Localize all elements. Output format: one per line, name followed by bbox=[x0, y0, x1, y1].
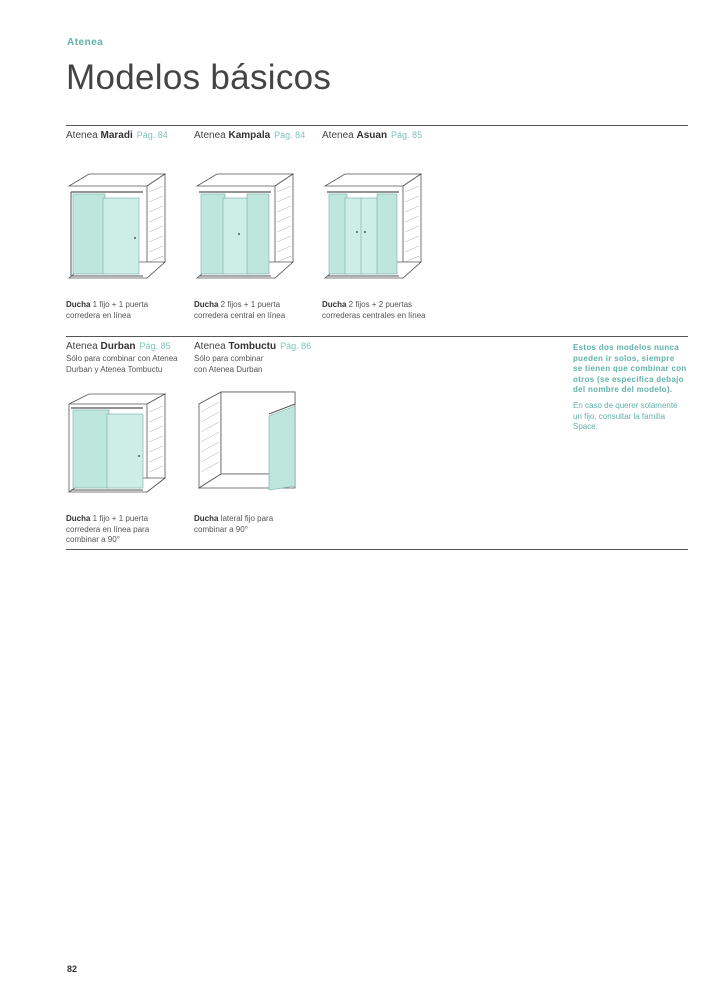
asuan-illustration bbox=[319, 172, 431, 288]
tombuctu-illustration bbox=[191, 390, 303, 502]
maradi-description: Ducha 1 fijo + 1 puerta corredera en línea bbox=[66, 300, 149, 320]
model-heading-asuan: Atenea Asuan Pág. 85 bbox=[322, 130, 423, 141]
maradi-illustration bbox=[63, 172, 175, 288]
divider-bottom bbox=[66, 549, 688, 550]
model-heading-kampala: Atenea Kampala Pág. 84 bbox=[194, 130, 306, 141]
divider-top bbox=[66, 125, 688, 126]
model-heading-durban: Atenea Durban Pág. 85 bbox=[66, 341, 171, 352]
durban-subtitle: Sólo para combinar con Atenea Durban y Atenea Tombuctu bbox=[66, 354, 178, 374]
page-title: Modelos básicos bbox=[66, 58, 332, 97]
model-heading-maradi: Atenea Maradi Pág. 84 bbox=[66, 130, 168, 141]
durban-illustration bbox=[63, 392, 175, 502]
section-tag: Atenea bbox=[67, 37, 104, 48]
single-fixed-note: En caso de querer solamente un fijo, consultar la familia Space. bbox=[573, 401, 678, 431]
kampala-illustration bbox=[191, 172, 303, 288]
durban-description: Ducha 1 fijo + 1 puerta corredera en línea para combinar a 90° bbox=[66, 514, 150, 544]
tombuctu-subtitle: Sólo para combinar con Atenea Durban bbox=[194, 354, 264, 374]
divider-middle bbox=[66, 336, 688, 337]
page-number: 82 bbox=[67, 964, 78, 974]
asuan-description: Ducha 2 fijos + 2 puertas correderas centrales en línea bbox=[322, 300, 426, 320]
model-heading-tombuctu: Atenea Tombuctu Pág. 86 bbox=[194, 341, 312, 352]
combination-note: Estos dos modelos nunca pueden ir solos, siempre se tienen que combinar con otros (se especifica debajo del nombre del modelo). bbox=[573, 343, 687, 394]
kampala-description: Ducha 2 fijos + 1 puerta corredera central en línea bbox=[194, 300, 286, 320]
tombuctu-description: Ducha lateral fijo para combinar a 90° bbox=[194, 514, 274, 534]
